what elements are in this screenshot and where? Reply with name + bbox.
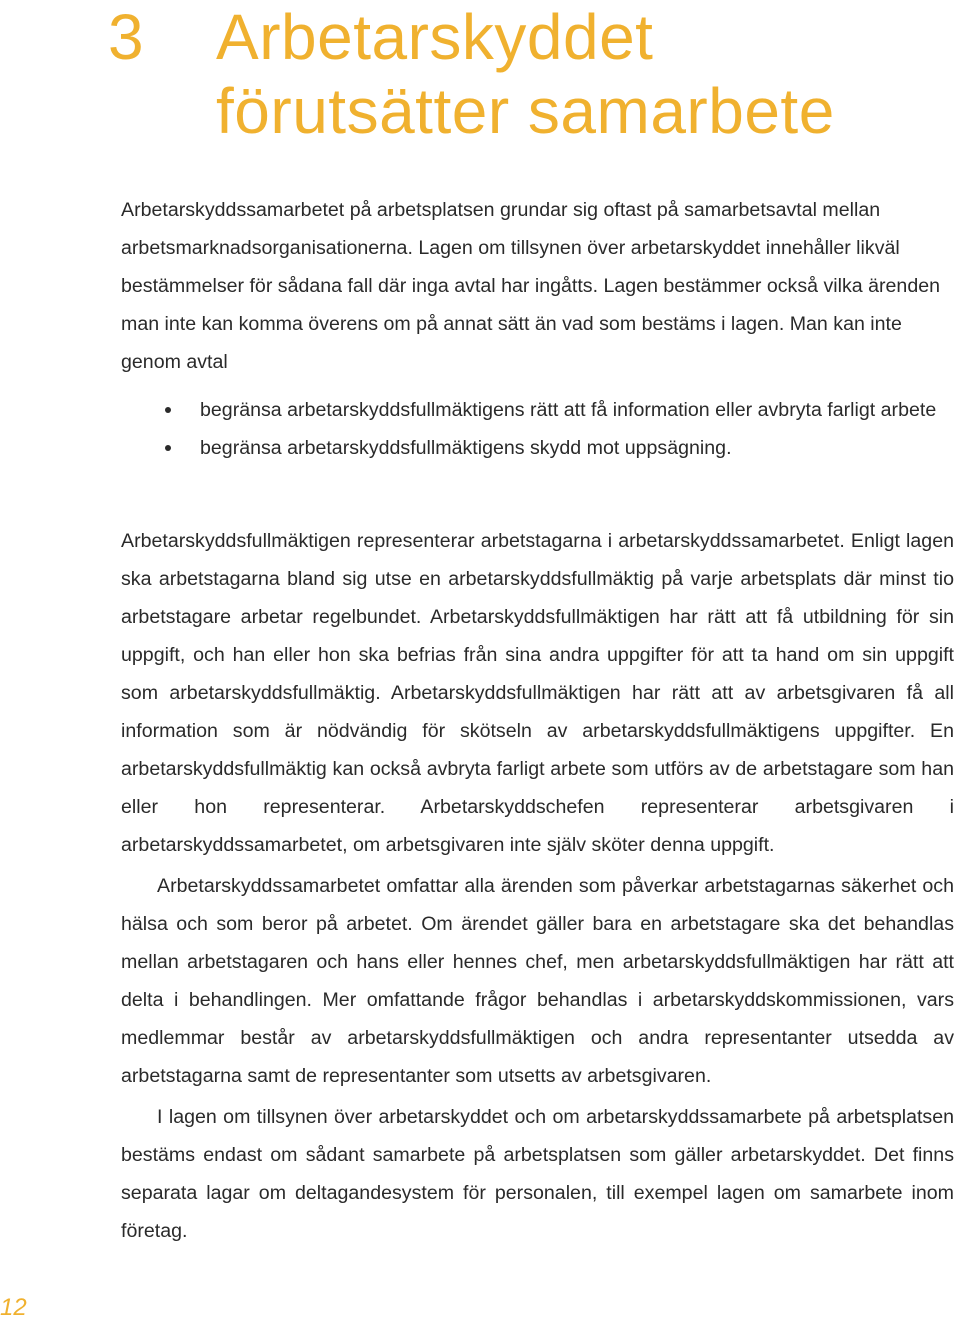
list-item — [121, 429, 954, 467]
chapter-title-line2: förutsätter samarbete — [216, 75, 835, 147]
list-item — [121, 391, 954, 429]
bullet-list — [121, 391, 954, 467]
bullet-icon — [165, 445, 171, 451]
paragraph-scope: Arbetarskyddssamarbetet omfattar alla ärenden som påverkar arbetstagarnas säkerhet och hälsa och som beror på arbetet. Om ärendet gäller bara en arbetstagare ska det behandlas mellan arbetstagaren och hans eller hennes chef, men arbetarskyddsfullmäktigen har rätt att delta i behandlingen. Mer omfattande frågor behandlas i arbetarskyddskommissionen, vars medlemmar består av arbetarskyddsfullmäktigen och andra representanter utsedda av arbetstagarna samt de representanter som utsetts av arbetsgivaren. — [121, 875, 954, 1087]
list-item-text: begränsa arbetarskyddsfullmäktigens skydd mot uppsägning. — [200, 437, 732, 459]
paragraph-law: I lagen om tillsynen över arbetarskyddet och om arbetarskyddssamarbete på arbetsplatsen bestäms endast om sådant samarbete på arbetsplatsen som gäller arbetarskyddet. Det finns separata lagar om deltagandesystem för personalen, till exempel lagen om samarbete inom företag. — [121, 1106, 954, 1242]
paragraph-representative: Arbetarskyddsfullmäktigen representerar arbetstagarna i arbetarskyddssamarbetet. Enligt lagen ska arbetstagarna bland sig utse en arbetarskyddsfullmäktig på varje arbetsplats där minst tio arbetstagare arbetar regelbundet. Arbetarskyddsfullmäktigen har rätt att få utbildning för sin uppgift, och han eller hon ska befrias från sina andra uppgifter för att ta hand om sin uppgift som arbetarskyddsfullmäktig. Arbetarskyddsfullmäktigen har rätt att av arbetsgivaren få all information som är nödvändig för skötseln av arbetarskyddsfullmäktigens uppgifter. En arbetarskyddsfullmäktig kan också avbryta farligt arbete som utförs av de arbetstagare som han eller hon representerar. Arbetarskyddschefen representerar arbetsgivaren i arbetarskyddssamarbetet, om arbetsgivaren inte själv sköter denna uppgift. — [121, 530, 954, 856]
paragraph-intro: Arbetarskyddssamarbetet på arbetsplatsen grundar sig oftast på samarbetsavtal mellan arbetsmarknadsorganisationerna. Lagen om tillsynen över arbetarskyddet innehåller likväl bestämmelser för sådana fall där inga avtal har ingåtts. Lagen bestämmer också vilka ärenden man inte kan komma överens om på annat sätt än vad som bestäms i lagen. Man kan inte genom avtal — [121, 199, 941, 373]
list-item-text: begränsa arbetarskyddsfullmäktigens rätt att få information eller avbryta farligt arbete — [200, 399, 937, 421]
page-number: 12 — [0, 1294, 27, 1321]
bullet-icon — [165, 407, 171, 413]
chapter-title-line1: Arbetarskyddet — [216, 1, 654, 73]
chapter-number: 3 — [108, 1, 145, 73]
